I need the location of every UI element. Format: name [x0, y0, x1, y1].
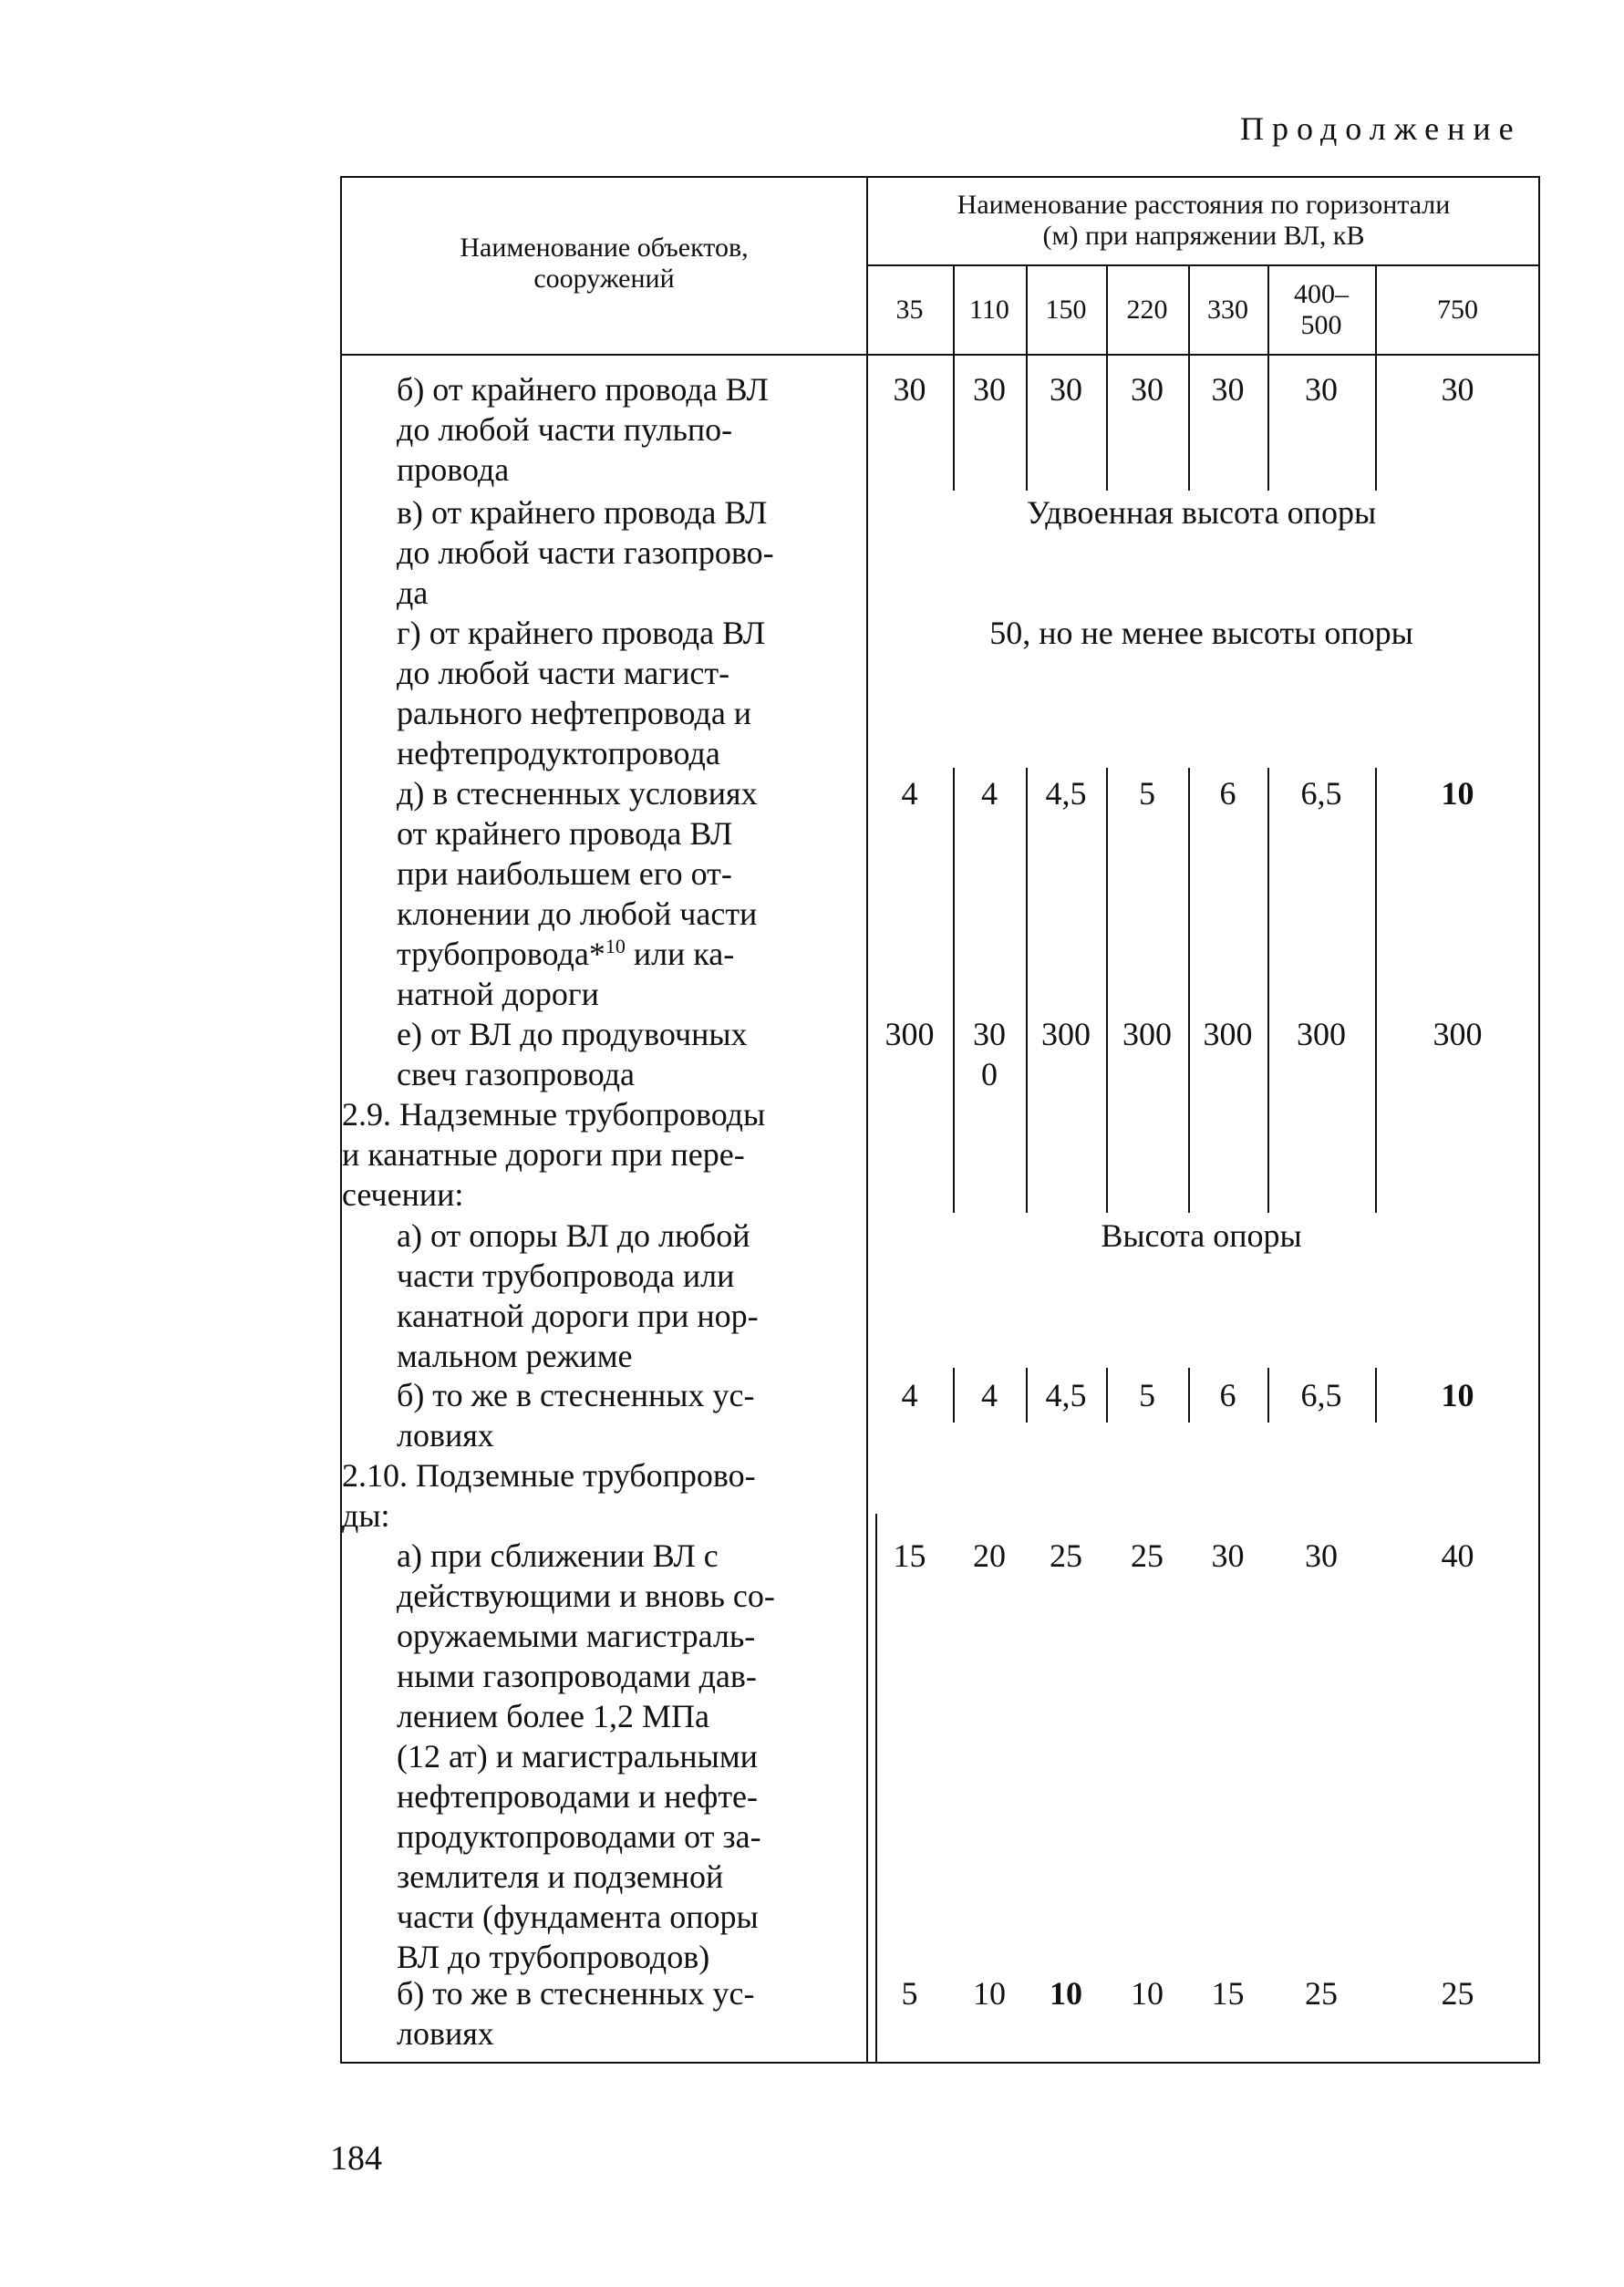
body-divider — [1106, 768, 1108, 1213]
body-divider — [1026, 768, 1028, 1213]
table-cell: 30 — [1211, 1537, 1245, 1574]
table-cell: 25 — [1050, 1537, 1082, 1574]
continuation-label: Продолжение — [1240, 110, 1522, 147]
row-label: б) то же в стесненных ус- ловиях — [397, 1377, 755, 1454]
body-divider — [1375, 768, 1377, 1213]
voltage-110-header: 110 — [969, 295, 1009, 325]
page-number: 184 — [330, 2139, 382, 2178]
table-cell: 20 — [973, 1537, 1006, 1574]
voltage-220-header: 220 — [1126, 295, 1168, 325]
voltage-750-header: 750 — [1437, 295, 1478, 325]
table-cell: 30 — [1305, 1537, 1338, 1574]
table-cell: 4 — [981, 775, 998, 812]
voltage-35-header: 35 — [895, 295, 924, 325]
body-divider — [1267, 768, 1269, 1213]
table-cell: 300 — [1122, 1016, 1172, 1052]
table-cell: 6 — [1219, 775, 1236, 812]
table-cell: 10 — [1131, 1975, 1164, 2012]
table-cell: 30 — [1441, 371, 1474, 408]
table-cell: 4,5 — [1045, 1377, 1087, 1413]
label-column-rule — [866, 176, 868, 2064]
table-cell: 5 — [901, 1975, 918, 2012]
table-cell: 300 — [1203, 1016, 1253, 1052]
section-label: 2.10. Подземные трубопрово- ды: — [342, 1457, 756, 1534]
table-cell: 15 — [893, 1537, 926, 1574]
table-cell: 6,5 — [1300, 1377, 1342, 1413]
table-cell: 4 — [981, 1377, 998, 1413]
table-cell: 25 — [1131, 1537, 1164, 1574]
table-cell: 5 — [1139, 1377, 1155, 1413]
row-label: а) от опоры ВЛ до любой части трубопровода или канатной дороги при нор- мальном режиме — [397, 1217, 759, 1374]
table-cell: 300 — [1433, 1016, 1483, 1052]
body-divider — [1188, 768, 1190, 1213]
table-cell: 25 — [1305, 1975, 1338, 2012]
table-cell: 4 — [901, 1377, 918, 1413]
voltage-400-500-header: 400– 500 — [1294, 279, 1349, 340]
row-label: в) от крайнего провода ВЛ до любой части газопрово- да — [397, 494, 774, 611]
table-cell: 4 — [901, 775, 918, 812]
spanning-value: Высота опоры — [1101, 1217, 1302, 1254]
table-cell: 6 — [1219, 1377, 1236, 1413]
table-cell: 30 — [973, 371, 1006, 408]
table-cell: 4,5 — [1045, 775, 1087, 812]
row-label: а) при сближении ВЛ с действующими и вновь со- оружаемыми магистраль- ными газопроводами дав- лением более 1,2 МПа (12 ат) и магистральными нефтепроводами и нефте- продуктопроводами от за- землителя и подземной части (фундамента опоры ВЛ до трубопроводов) — [397, 1537, 775, 1975]
table-cell: 10 — [1441, 775, 1474, 812]
table-cell: 300 — [1041, 1016, 1091, 1052]
spanning-value: 50, но не менее высоты опоры — [989, 615, 1413, 651]
table-cell: 6,5 — [1300, 775, 1342, 812]
table-cell: 30 0 — [973, 1016, 1006, 1092]
header-bottom-rule — [340, 354, 1540, 356]
table-cell: 15 — [1211, 1975, 1245, 2012]
row-label: б) то же в стесненных ус- ловиях — [397, 1975, 755, 2052]
table-cell: 10 — [973, 1975, 1006, 2012]
table-cell: 10 — [1050, 1975, 1082, 2012]
row-label: е) от ВЛ до продувочных свеч газопровода — [397, 1016, 748, 1092]
table-cell: 5 — [1139, 775, 1155, 812]
voltage-330-header: 330 — [1207, 295, 1248, 325]
table-cell: 30 — [1211, 371, 1245, 408]
spanning-value: Удвоенная высота опоры — [1026, 494, 1377, 531]
table-cell: 300 — [1297, 1016, 1346, 1052]
table-cell: 25 — [1441, 1975, 1474, 2012]
objects-column-header: Наименование объектов, сооружений — [460, 233, 749, 294]
table-cell: 30 — [1131, 371, 1164, 408]
table-cell: 30 — [1050, 371, 1082, 408]
row-label: б) от крайнего провода ВЛ до любой части пульпо- провода — [397, 371, 769, 488]
distance-group-header: Наименование расстояния по горизонтали (м) при напряжении ВЛ, кВ — [957, 190, 1451, 251]
section-label: 2.9. Надземные трубопроводы и канатные дороги при пере- сечении: — [342, 1096, 766, 1213]
table-cell: 300 — [884, 1016, 935, 1052]
voltage-150-header: 150 — [1045, 295, 1087, 325]
row-label: г) от крайнего провода ВЛ до любой части магист- рального нефтепровода и нефтепродуктопровода — [397, 615, 766, 771]
body-divider — [953, 768, 955, 1213]
table-cell: 40 — [1441, 1537, 1474, 1574]
row-label: д) в стесненных условиях от крайнего провода ВЛ при наибольшем его от- клонении до любой части трубопровода*$^{10}$ или ка- натной дороги — [397, 775, 758, 1012]
table-cell: 30 — [1305, 371, 1338, 408]
table-cell: 30 — [893, 371, 926, 408]
table-cell: 10 — [1441, 1377, 1474, 1413]
